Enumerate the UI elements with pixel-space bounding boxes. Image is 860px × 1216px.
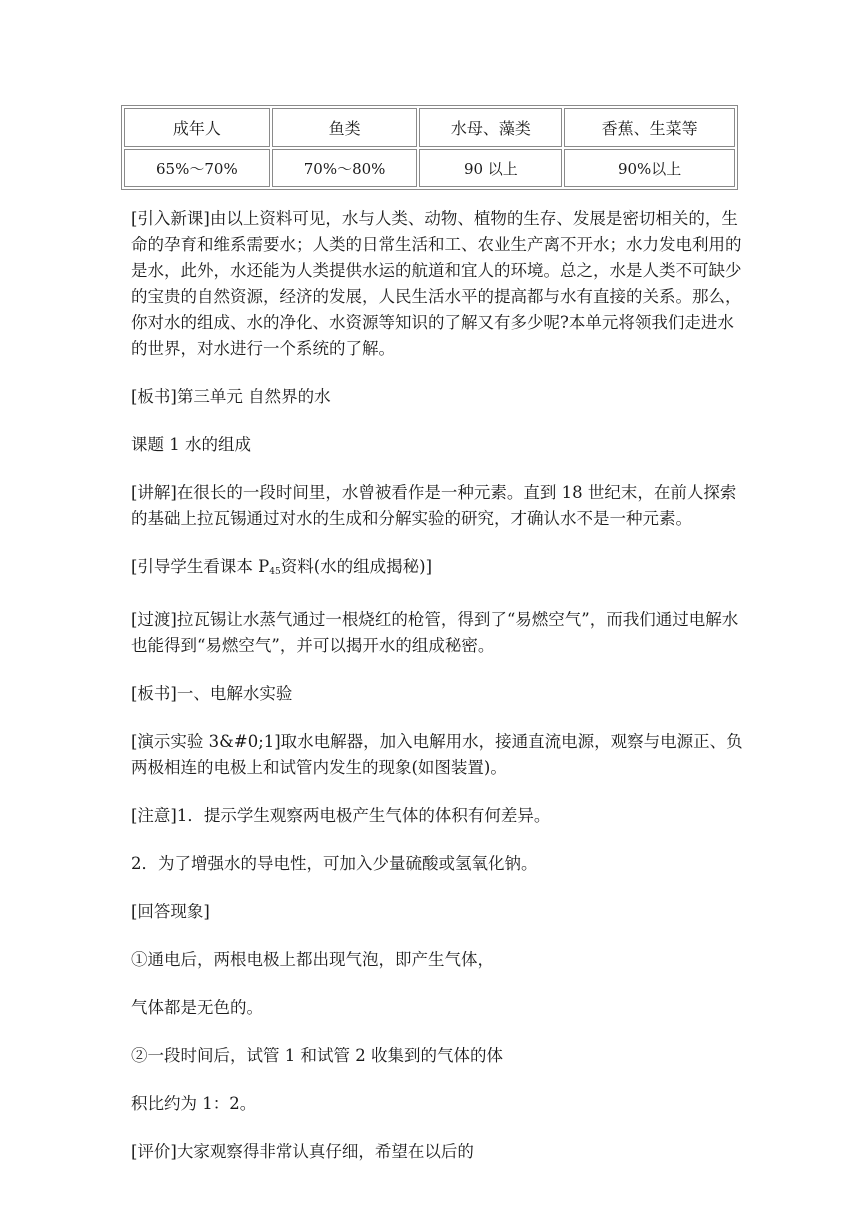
guide-paragraph bbox=[131, 554, 743, 585]
table-cell: 水母、藻类 bbox=[419, 108, 562, 147]
guide-prefix: [引导学生看课本 P bbox=[131, 557, 270, 576]
table-cell: 65%～70% bbox=[124, 149, 270, 187]
observation-line: ②一段时间后，试管 1 和试管 2 收集到的气体的体 bbox=[131, 1046, 503, 1065]
board-heading-experiment: [板书]一、电解水实验 bbox=[131, 684, 293, 703]
note-paragraph-2: 2．为了增强水的导电性，可加入少量硫酸或氢氧化钠。 bbox=[131, 854, 538, 873]
observation-line: ①通电后，两根电极上都出现气泡，即产生气体， bbox=[131, 950, 494, 969]
lesson-title: 课题 1 水的组成 bbox=[131, 435, 251, 454]
table-cell: 成年人 bbox=[124, 108, 270, 147]
lesson-body bbox=[131, 206, 743, 1165]
answer-heading: [回答现象] bbox=[131, 902, 210, 921]
intro-paragraph: [引入新课]由以上资料可见，水与人类、动物、植物的生存、发展是密切相关的，生命的孕育和维系需要水；人类的日常生活和工、农业生产离不开水；水力发电利用的是水，此外，水还能为人类提供水运的航道和宜人的环境。总之，水是人类不可缺少的宝贵的自然资源，经济的发展，人民生活水平的提高都与水有直接的关系。那么，你对水的组成、水的净化、水资源等知识的了解又有多少呢?本单元将领我们走进水的世界，对水进行一个系统的了解。 bbox=[131, 209, 742, 358]
page-subscript: 45 bbox=[269, 567, 281, 577]
transition-paragraph: [过渡]拉瓦锡让水蒸气通过一根烧红的枪管，得到了“易燃空气”，而我们通过电解水也能得到“易燃空气”，并可以揭开水的组成秘密。 bbox=[131, 610, 739, 655]
table-cell: 香蕉、生菜等 bbox=[564, 108, 735, 147]
explain-paragraph: [讲解]在很长的一段时间里，水曾被看作是一种元素。直到 18 世纪末，在前人探索的基础上拉瓦锡通过对水的生成和分解实验的研究，才确认水不是一种元素。 bbox=[131, 483, 737, 528]
table-header-row bbox=[124, 108, 735, 147]
demo-paragraph: [演示实验 3&#0;1]取水电解器，加入电解用水，接通直流电源，观察与电源正、负两极相连的电极上和试管内发生的现象(如图装置)。 bbox=[131, 732, 743, 777]
board-heading-unit: [板书]第三单元 自然界的水 bbox=[131, 387, 331, 406]
table-cell: 90 以上 bbox=[419, 149, 562, 187]
guide-suffix: 资料(水的组成揭秘)] bbox=[280, 557, 433, 576]
table-cell: 鱼类 bbox=[272, 108, 418, 147]
note-paragraph: [注意]1．提示学生观察两电极产生气体的体积有何差异。 bbox=[131, 806, 551, 825]
evaluation-paragraph: [评价]大家观察得非常认真仔细，希望在以后的 bbox=[131, 1142, 474, 1161]
observation-line: 气体都是无色的。 bbox=[131, 998, 263, 1017]
observation-line: 积比约为 1：2。 bbox=[131, 1094, 257, 1113]
water-content-table bbox=[121, 105, 738, 190]
table-cell: 90%以上 bbox=[564, 149, 735, 187]
table-row bbox=[124, 149, 735, 187]
table-cell: 70%～80% bbox=[272, 149, 418, 187]
